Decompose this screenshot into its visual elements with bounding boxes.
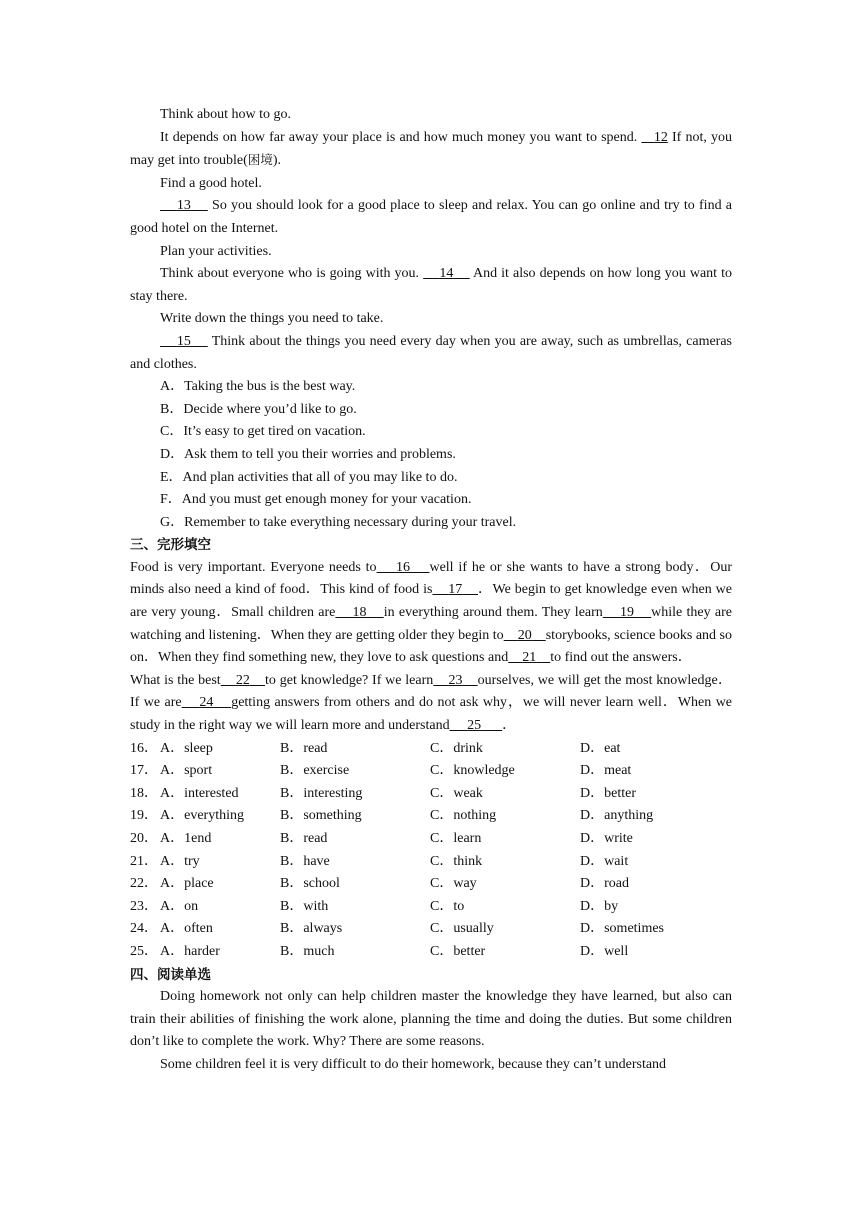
section-heading-cloze: 三、完形填空: [130, 537, 211, 554]
blank-17: 17: [448, 582, 463, 598]
choice-c: C．drink: [430, 740, 483, 756]
question-row: 24． A．often B．always C．usually D．sometimes: [130, 918, 732, 941]
choice-d: D．anything: [580, 808, 654, 824]
option-g: G．Remember to take everything necessary during your travel.: [160, 514, 517, 530]
choice-d: D．well: [580, 943, 629, 959]
blank-20: 20: [517, 627, 532, 643]
cloze-paragraph-1: Food is very important. Everyone needs to 16 well if he or she wants to have a strong body．Our minds also need a kind of food．This kind of food is 17 ．We begin to get knowledge even when we are very young．Small children are 18 in everything around them. They learn 19 while they are watching and listening．When they are getting older they begin to 20 storybooks, science books and so on．When they find something new, they love to ask questions and 21 to find out the answers．: [130, 559, 733, 666]
choice-b: B．interesting: [280, 785, 363, 801]
choice-c: C．think: [430, 853, 483, 869]
choice-c: C．way: [430, 876, 477, 892]
section-heading-reading: 四、阅读单选: [130, 966, 211, 983]
choice-c: C．learn: [430, 831, 482, 846]
option-d: D．Ask them to tell you their worries and problems.: [160, 446, 456, 462]
choice-a: A．on: [160, 898, 199, 914]
choice-d: D．sometimes: [580, 921, 664, 937]
choice-c: C．knowledge: [430, 763, 515, 779]
choice-b: B．exercise: [280, 763, 350, 779]
cloze-question-list: [130, 738, 732, 964]
blank-12: 12: [653, 129, 668, 145]
reading-paragraph-2: Some children feel it is very difficult to do their homework, because they can’t understand: [160, 1056, 667, 1072]
paragraph-activities: Think about everyone who is going with you. 14 And it also depends on how long you want to stay there.: [130, 266, 733, 304]
blank-19: 19: [619, 605, 634, 621]
option-f: F．And you must get enough money for your vacation.: [160, 492, 472, 508]
choice-a: A．try: [160, 853, 200, 869]
choice-d: D．meat: [580, 763, 632, 779]
choice-a: A．harder: [160, 943, 220, 959]
choice-a: A．often: [160, 921, 213, 937]
question-row: 22． A．place B．school C．way D．road: [130, 873, 732, 896]
blank-25: 25: [467, 718, 482, 734]
blank-18: 18: [352, 605, 367, 621]
choice-d: D．eat: [580, 740, 621, 756]
choice-b: B．something: [280, 808, 362, 824]
option-b: B．Decide where you’d like to go.: [160, 401, 357, 417]
choice-c: C．to: [430, 898, 465, 914]
subheading-activities: Plan your activities.: [160, 243, 272, 259]
choice-d: D．write: [580, 831, 633, 846]
option-a: A．Taking the bus is the best way.: [160, 379, 356, 395]
question-row: 17． A．sport B．exercise C．knowledge D．meat: [130, 760, 732, 783]
choice-b: B．with: [280, 898, 329, 914]
choice-b: B．school: [280, 876, 340, 892]
choice-c: C．better: [430, 943, 486, 959]
cloze-paragraph-2: What is the best 22 to get knowledge? If we learn 23 ourselves, we will get the most knowledge．If we are 24 getting answers from others and do not ask why，we will never learn well．When we study in the right way we will learn more and understand 25 ．: [130, 672, 733, 734]
question-row: 18． A．interested B．interesting C．weak D．better: [130, 783, 732, 806]
question-row: 21． A．try B．have C．think D．wait: [130, 851, 732, 874]
choice-b: B．always: [280, 921, 343, 937]
subheading-things: Write down the things you need to take.: [160, 311, 384, 327]
choice-d: D．road: [580, 876, 629, 892]
blank-22: 22: [235, 672, 250, 688]
choice-d: D．better: [580, 785, 636, 801]
choice-d: D．by: [580, 898, 619, 914]
document-page: [130, 104, 732, 1077]
paragraph-hotel: 13 So you should look for a good place to sleep and relax. You can go online and try to find a good hotel on the Internet.: [130, 198, 733, 236]
subheading-how-to-go: Think about how to go.: [160, 107, 292, 122]
option-c: C．It’s easy to get tired on vacation.: [160, 424, 366, 440]
blank-16: 16: [396, 559, 410, 575]
choice-b: B．have: [280, 853, 330, 869]
choice-d: D．wait: [580, 853, 629, 869]
choice-a: A．sport: [160, 763, 213, 779]
choice-a: A．place: [160, 876, 214, 892]
choice-b: B．read: [280, 740, 328, 756]
question-row: 20． A．1end B．read C．learn D．write: [130, 828, 732, 851]
subheading-hotel: Find a good hotel.: [160, 175, 262, 191]
choice-c: C．usually: [430, 921, 494, 937]
choice-b: B．read: [280, 831, 328, 846]
blank-14: 14: [439, 266, 454, 282]
blank-23: 23: [448, 672, 463, 688]
blank-13: 13: [176, 198, 191, 214]
blank-21: 21: [522, 650, 537, 666]
paragraph-things: 15 Think about the things you need every day when you are away, such as umbrellas, cameras and clothes.: [130, 333, 733, 372]
blank-24: 24: [199, 695, 214, 711]
choice-a: A．1end: [160, 831, 212, 846]
choice-b: B．much: [280, 943, 335, 959]
reading-paragraph-1: Doing homework not only can help children master the knowledge they have learned, but also can train their abilities of finishing the work alone, planning the time and doing the duties. But some children don’t like to complete the work. Why? There are some reasons.: [130, 989, 732, 1050]
choice-c: C．nothing: [430, 808, 497, 824]
choice-a: A．sleep: [160, 740, 213, 756]
question-row: 16． A．sleep B．read C．drink D．eat: [130, 738, 732, 761]
paragraph-money: It depends on how far away your place is and how much money you want to spend. 12 If not, you may get into trouble(困境).: [130, 129, 732, 169]
question-row: 23． A．on B．with C．to D．by: [130, 896, 732, 919]
question-row: 19． A．everything B．something C．nothing D．anything: [130, 805, 732, 828]
blank-15: 15: [176, 333, 191, 349]
choice-c: C．weak: [430, 785, 483, 801]
choice-a: A．everything: [160, 808, 244, 824]
option-e: E．And plan activities that all of you may like to do.: [160, 469, 458, 485]
question-row: 25． A．harder B．much C．better D．well: [130, 941, 732, 964]
choice-a: A．interested: [160, 785, 239, 801]
